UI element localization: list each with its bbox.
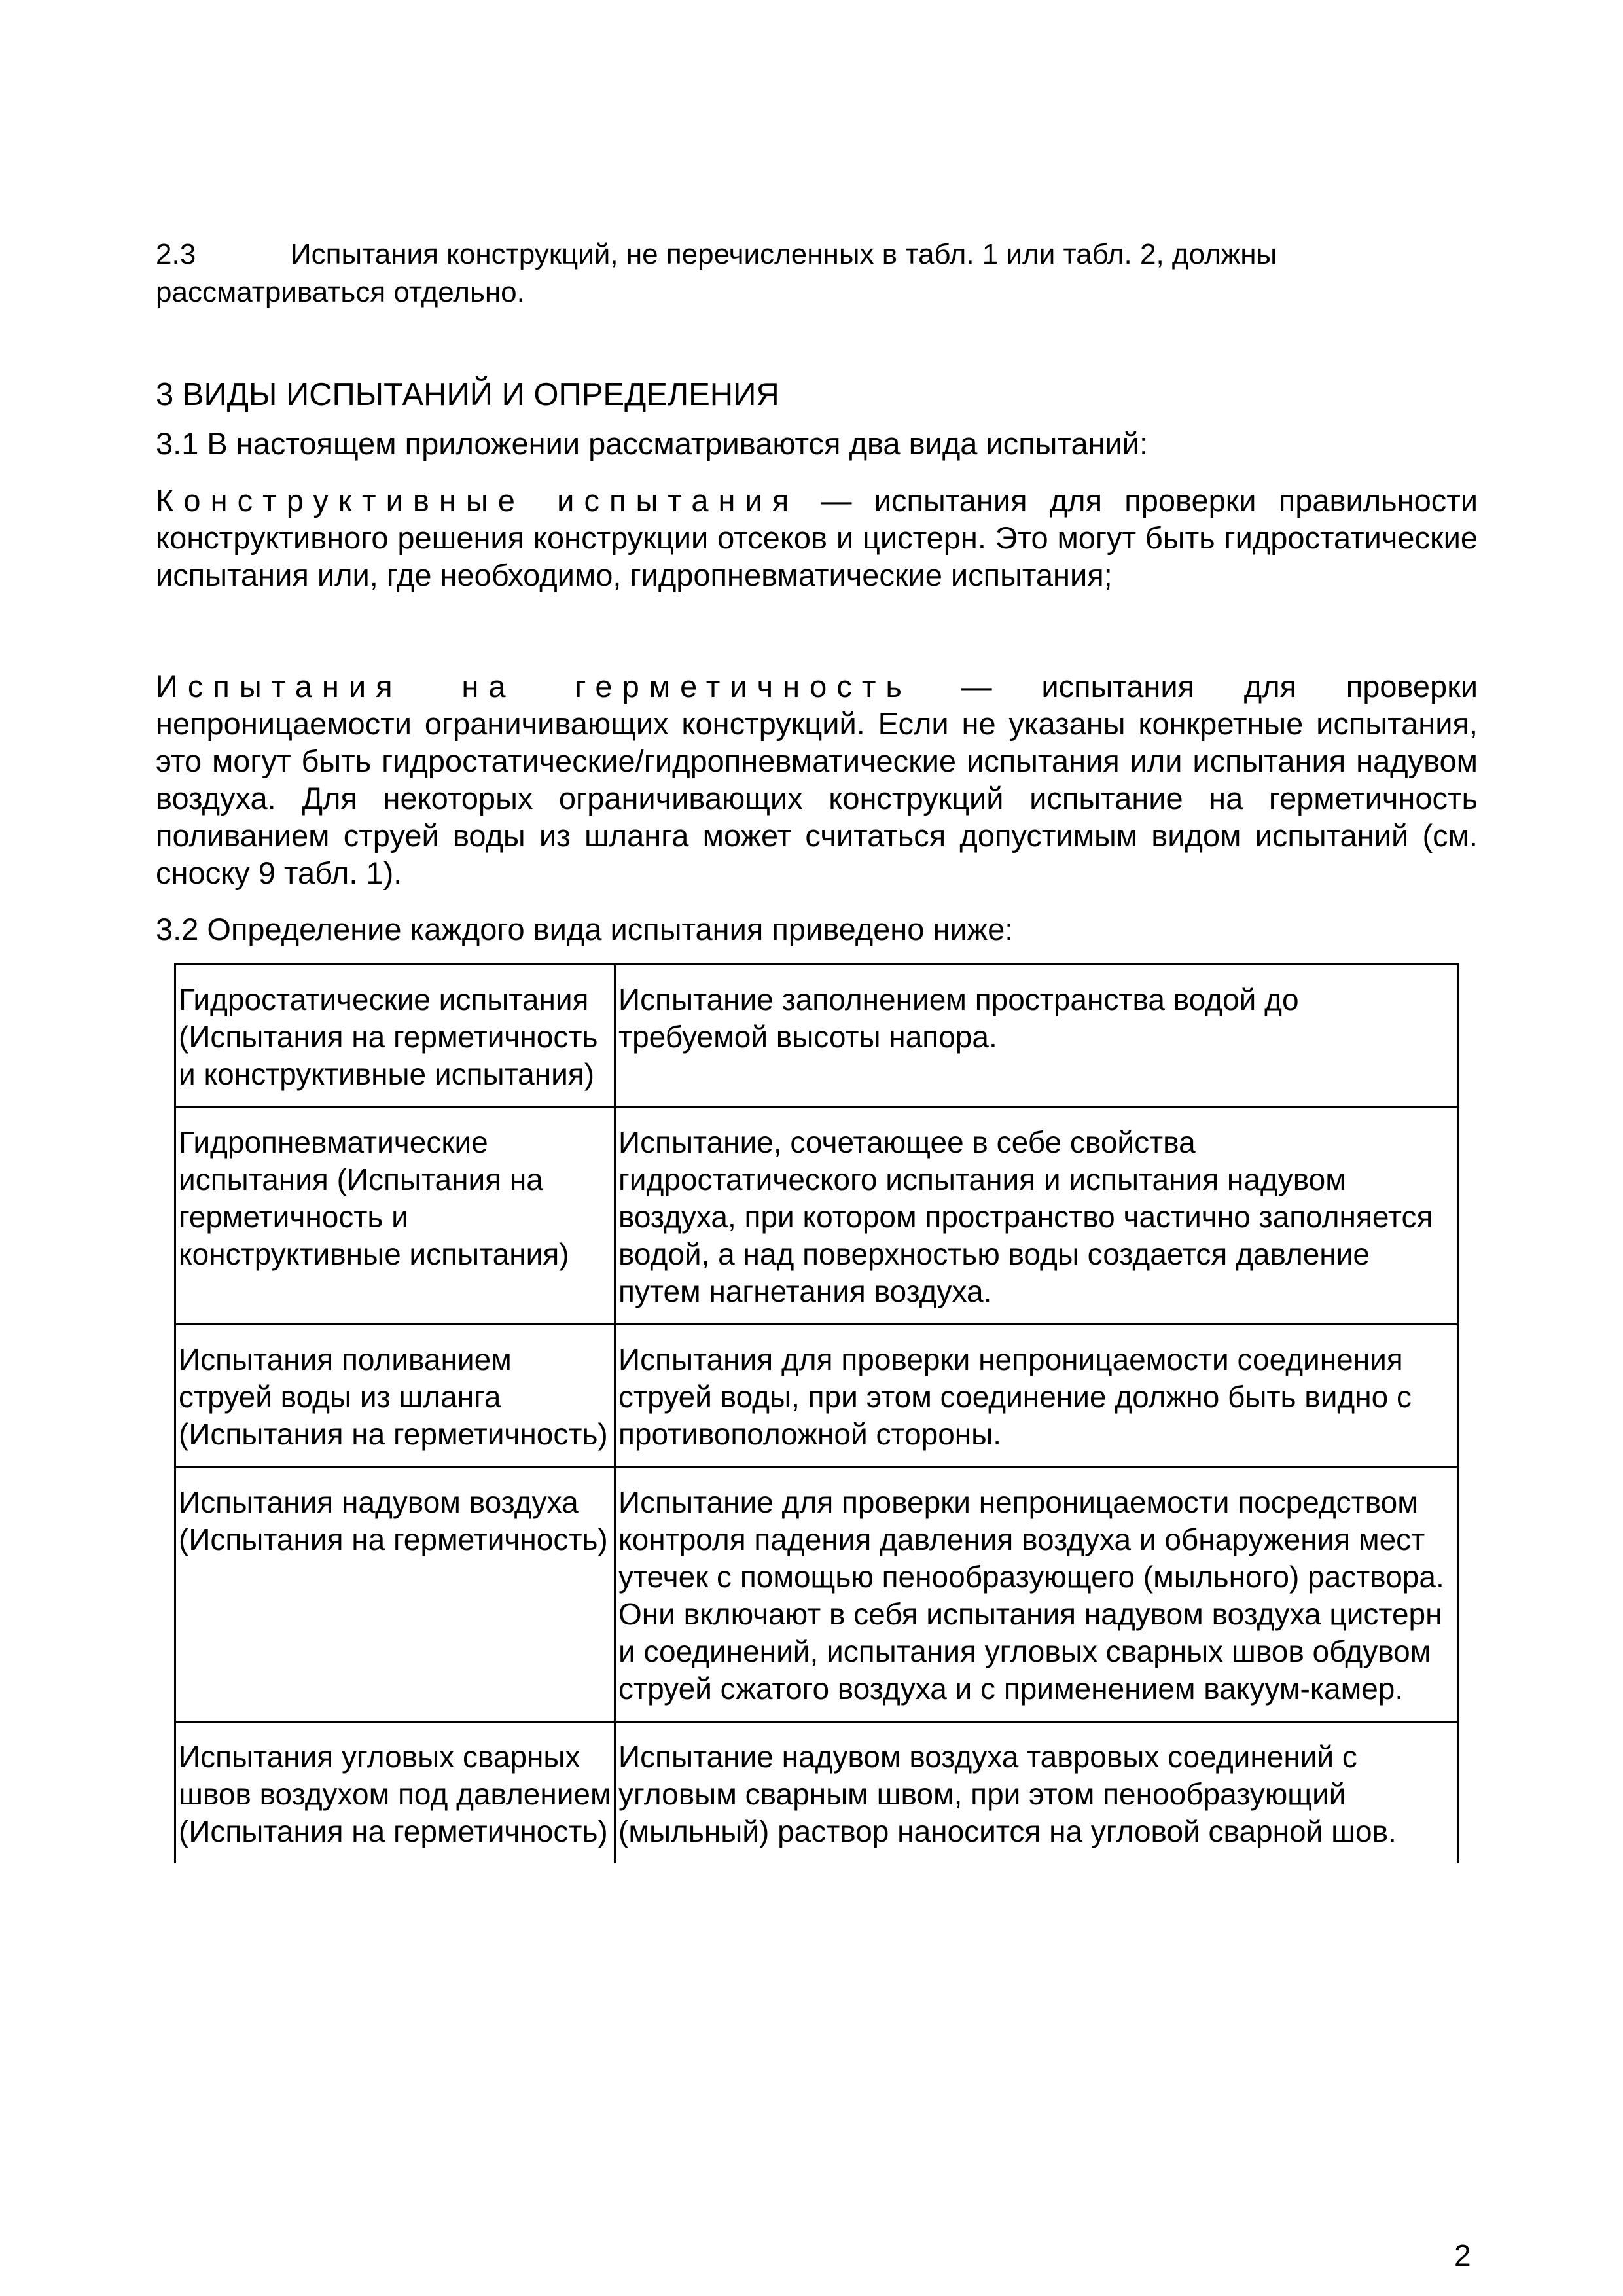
table-row: [175, 1107, 1458, 1325]
constructive-tests-paragraph: [156, 482, 1478, 594]
paragraph-number: 2.3: [156, 238, 196, 270]
paragraph-text: Испытания конструкций, не перечисленных в табл. 1 или табл. 2, должны рассматриваться отдельно.: [156, 238, 1277, 308]
test-definition-cell: Испытание надувом воздуха тавровых соединений с угловым сварным швом, при этом пенообразующий (мыльный) раствор наносится на угловой сварной шов.: [615, 1722, 1458, 1864]
test-type-cell: Гидростатические испытания (Испытания на герметичность и конструктивные испытания): [175, 965, 615, 1107]
test-definition-cell: Испытание, сочетающее в себе свойства гидростатического испытания и испытания надувом воздуха, при котором пространство частично заполняется водой, а над поверхностью воды создается давление путем нагнетания воздуха.: [615, 1107, 1458, 1325]
tightness-tests-definition: — испытания для проверки непроницаемости ограничивающих конструкций. Если не указаны конкретные испытания, это могут быть гидростатические/гидропневматические испытания или испытания надувом воздуха. Для некоторых ограничивающих конструкций испытание на герметичность поливанием струей воды из шланга может считаться допустимым видом испытаний (см. сноску 9 табл. 1).: [156, 669, 1478, 890]
test-type-cell: Испытания угловых сварных швов воздухом под давлением (Испытания на герметичность): [175, 1722, 615, 1864]
table-row: [175, 1722, 1458, 1864]
tightness-tests-term: Испытания на герметичность: [156, 669, 912, 704]
test-definition-cell: Испытание для проверки непроницаемости посредством контроля падения давления воздуха и обнаружения мест утечек с помощью пенообразующего (мыльного) раствора. Они включают в себя испытания надувом воздуха цистерн и соединений, испытания угловых сварных швов обдувом струей сжатого воздуха и с применением вакуум-камер.: [615, 1467, 1458, 1722]
section-heading: 3 ВИДЫ ИСПЫТАНИЙ И ОПРЕДЕЛЕНИЯ: [156, 377, 779, 412]
test-type-cell: Испытания поливанием струей воды из шланга (Испытания на герметичность): [175, 1325, 615, 1467]
tightness-tests-paragraph: [156, 668, 1478, 891]
test-type-cell: Испытания надувом воздуха (Испытания на герметичность): [175, 1467, 615, 1722]
test-type-cell: Гидропневматические испытания (Испытания на герметичность и конструктивные испытания): [175, 1107, 615, 1325]
table-row: [175, 1325, 1458, 1467]
paragraph-3-2: 3.2 Определение каждого вида испытания приведено ниже:: [156, 912, 1014, 946]
table-row: [175, 1467, 1458, 1722]
definitions-table: [174, 963, 1459, 1863]
constructive-tests-definition: — испытания для проверки правильности конструктивного решения конструкции отсеков и цистерн. Это могут быть гидростатические испытания или, где необходимо, гидропневматические испытания;: [156, 483, 1478, 592]
paragraph-3-1: 3.1 В настоящем приложении рассматриваются два вида испытаний:: [156, 426, 1149, 461]
paragraph-2-3: [156, 236, 1478, 312]
page-number: 2: [1454, 2238, 1471, 2272]
constructive-tests-term: Конструктивные испытания: [156, 483, 799, 518]
test-definition-cell: Испытание заполнением пространства водой до требуемой высоты напора.: [615, 965, 1458, 1107]
test-definition-cell: Испытания для проверки непроницаемости соединения струей воды, при этом соединение должно быть видно с противоположной стороны.: [615, 1325, 1458, 1467]
table-row: [175, 965, 1458, 1107]
